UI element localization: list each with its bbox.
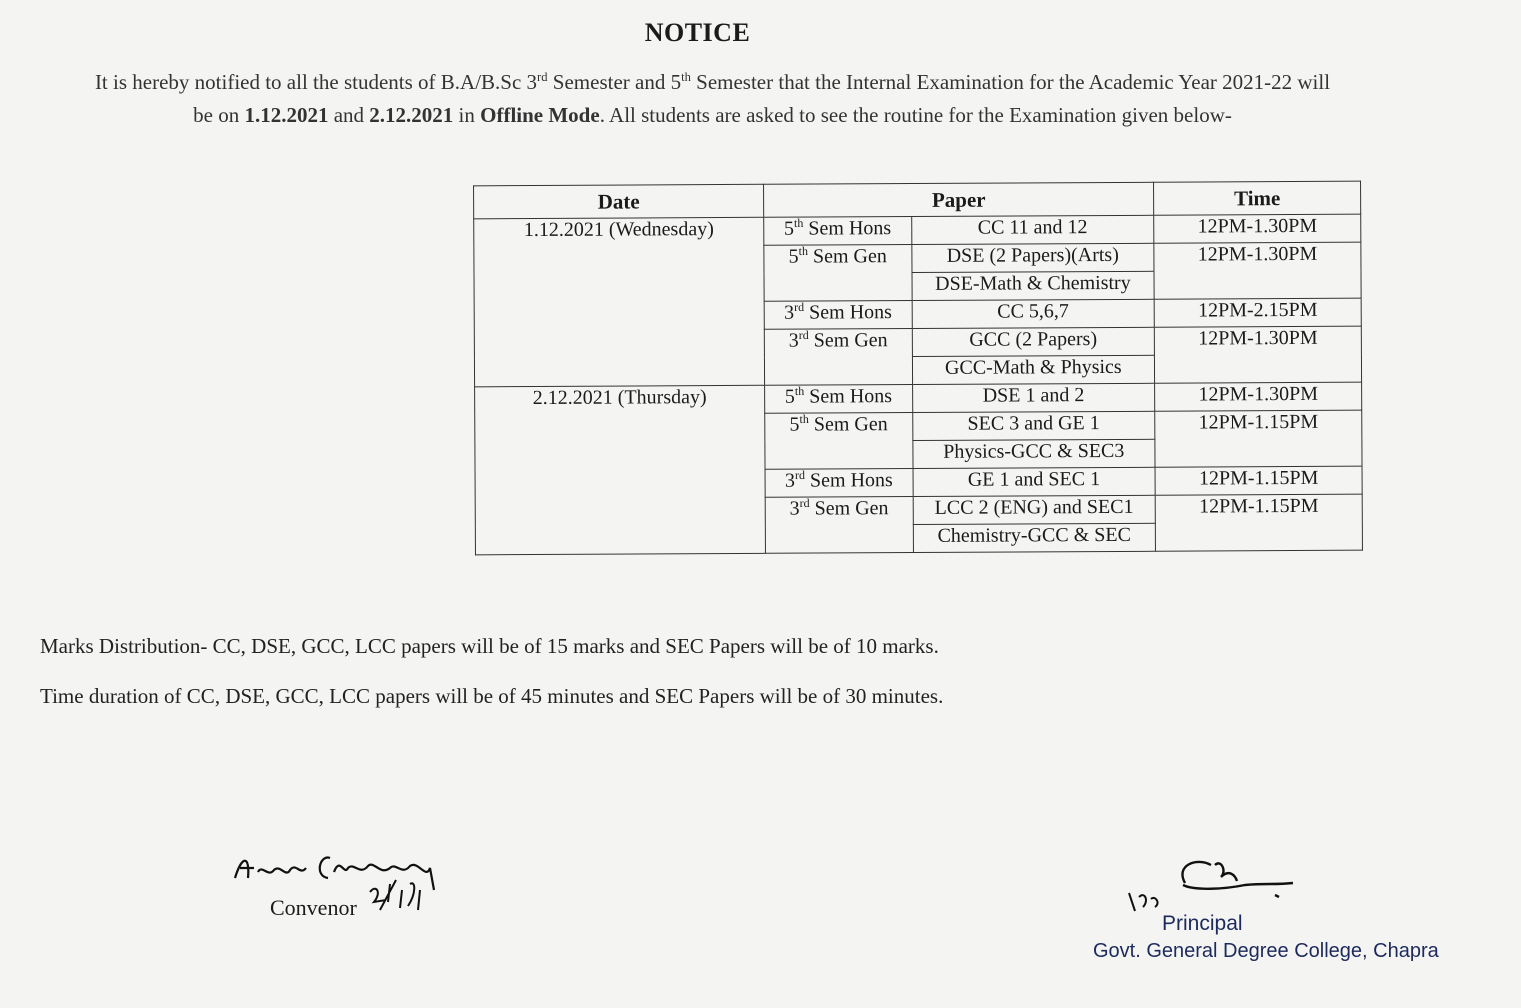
convenor-signature xyxy=(230,850,490,930)
time-duration: Time duration of CC, DSE, GCC, LCC papers will be of 45 minutes and SEC Papers will be of 30 minutes. xyxy=(40,684,944,708)
paper-cell: CC 5,6,7 xyxy=(912,299,1155,328)
date-cell: 2.12.2021 (Thursday) xyxy=(475,385,766,555)
header-date: Date xyxy=(474,184,764,219)
paper-cell: LCC 2 (ENG) and SEC1 xyxy=(913,495,1156,524)
marks-distribution: Marks Distribution- CC, DSE, GCC, LCC papers will be of 15 marks and SEC Papers will be of 10 marks. xyxy=(40,634,939,658)
paper-cell: CC 11 and 12 xyxy=(911,215,1154,244)
semester-cell: 5th Sem Gen xyxy=(765,413,913,470)
time-cell: 12PM-1.30PM xyxy=(1154,214,1361,243)
paper-cell: SEC 3 and GE 1 xyxy=(912,411,1155,440)
time-cell: 12PM-1.15PM xyxy=(1155,466,1362,495)
semester-cell: 5th Sem Gen xyxy=(764,245,912,302)
paper-cell: DSE (2 Papers)(Arts) xyxy=(911,243,1154,272)
paper-cell: GCC (2 Papers) xyxy=(912,327,1155,356)
time-cell: 12PM-2.15PM xyxy=(1154,298,1361,327)
paper-cell: DSE-Math & Chemistry xyxy=(912,271,1155,300)
semester-cell: 3rd Sem Hons xyxy=(765,469,913,498)
paper-cell: GE 1 and SEC 1 xyxy=(913,467,1156,496)
semester-cell: 3rd Sem Gen xyxy=(765,497,913,554)
time-cell: 12PM-1.15PM xyxy=(1155,494,1362,551)
header-time: Time xyxy=(1154,181,1361,215)
semester-cell: 3rd Sem Gen xyxy=(764,329,912,386)
semester-cell: 5th Sem Hons xyxy=(764,217,912,246)
date-cell: 1.12.2021 (Wednesday) xyxy=(474,217,765,387)
exam-routine-table xyxy=(473,181,1363,556)
time-cell: 12PM-1.30PM xyxy=(1154,326,1361,383)
principal-label: Principal xyxy=(1162,912,1243,935)
header-paper: Paper xyxy=(764,182,1154,217)
notice-title: NOTICE xyxy=(644,18,751,47)
table-header-row xyxy=(474,181,1361,219)
semester-cell: 5th Sem Hons xyxy=(765,385,913,414)
time-cell: 12PM-1.30PM xyxy=(1155,382,1362,411)
exam-mode: Offline Mode xyxy=(480,103,600,127)
time-cell: 12PM-1.15PM xyxy=(1155,410,1362,467)
paper-cell: DSE 1 and 2 xyxy=(912,383,1155,412)
paper-cell: Chemistry-GCC & SEC xyxy=(913,523,1156,552)
time-cell: 12PM-1.30PM xyxy=(1154,242,1361,299)
paper-cell: GCC-Math & Physics xyxy=(912,355,1155,384)
semester-cell: 3rd Sem Hons xyxy=(764,301,912,330)
paper-cell: Physics-GCC & SEC3 xyxy=(912,439,1155,468)
notice-intro: It is hereby notified to all the students of B.A/B.Sc 3rd Semester and 5th Semester that the Internal Examination for the Academic Year 2021-22 will be on 1.12.2021 and 2.12.2021 in Offline Mode. All students are asked to see the routine for the Examination given below- xyxy=(94,70,1331,127)
college-name: Govt. General Degree College, Chapra xyxy=(1093,940,1439,962)
convenor-label: Convenor xyxy=(270,895,357,920)
